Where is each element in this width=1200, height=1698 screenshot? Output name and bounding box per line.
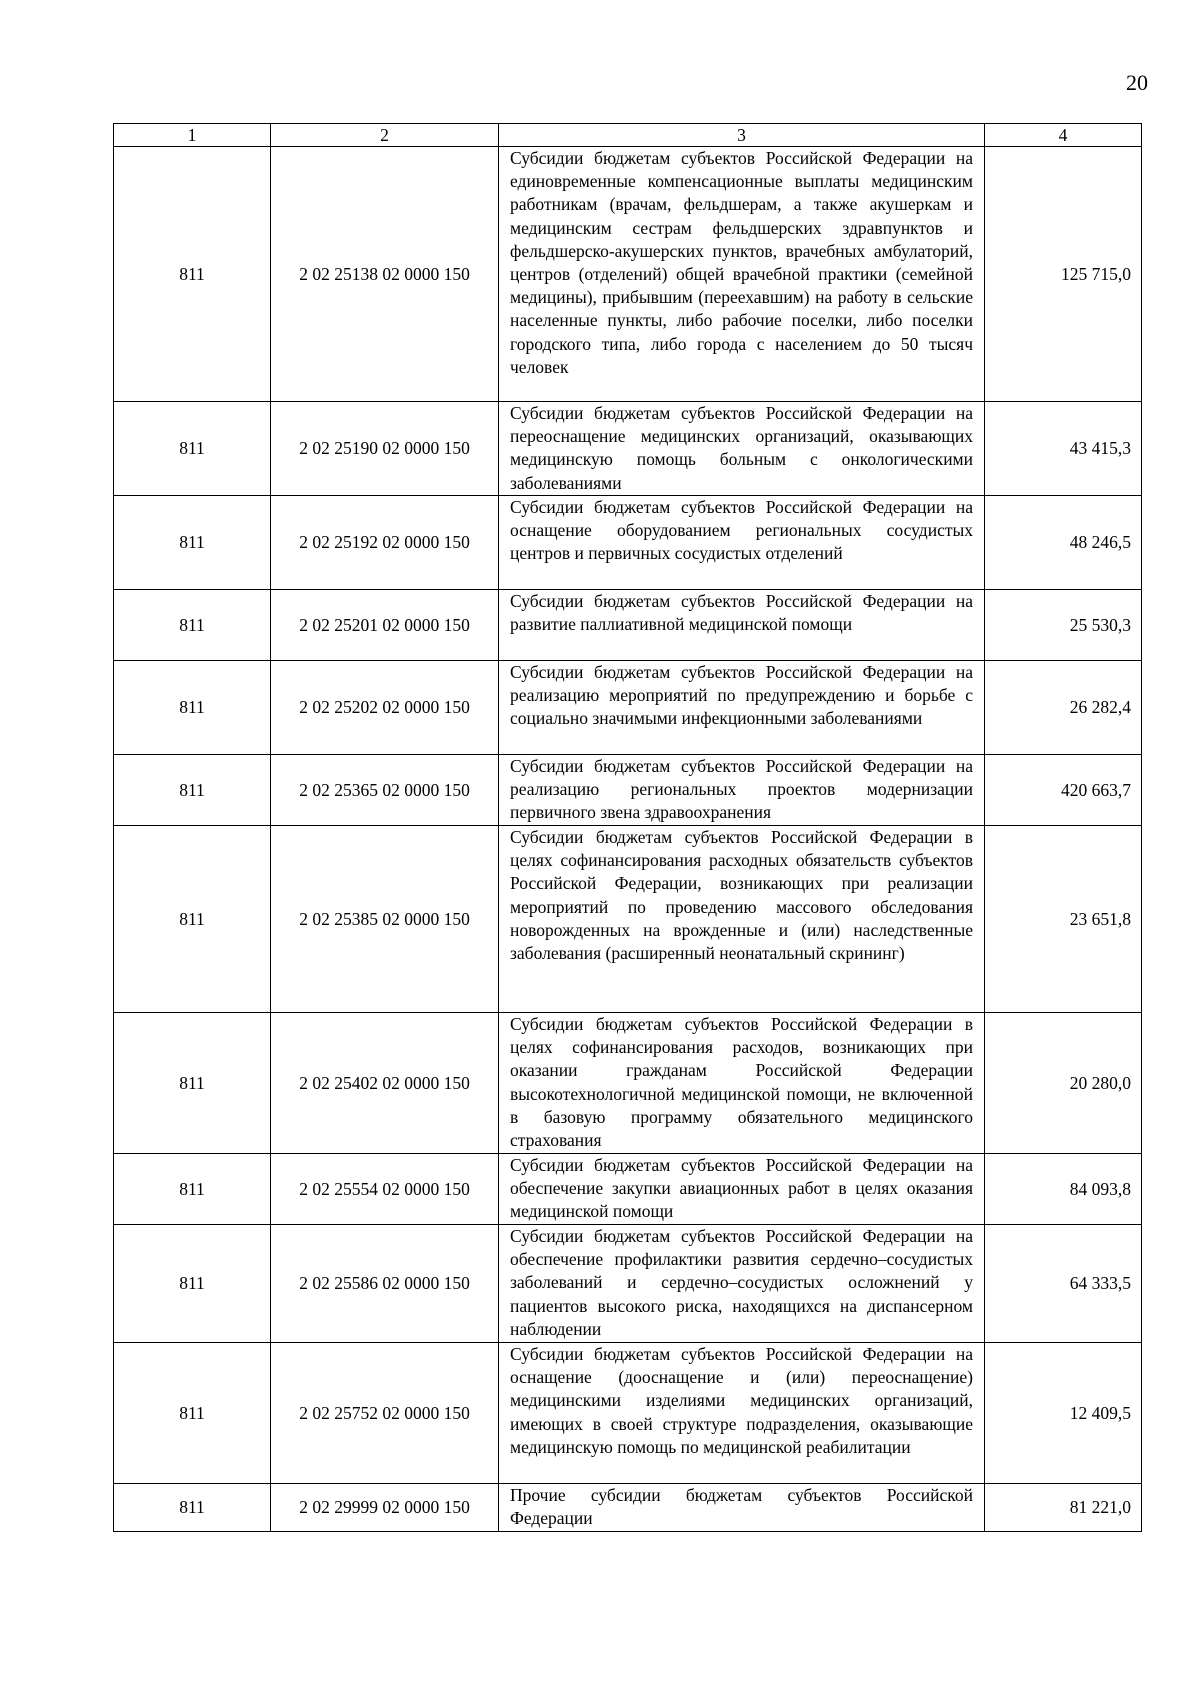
description-cell: Субсидии бюджетам субъектов Российской Федерации в целях софинансирования расходных обязательств субъектов Российской Федерации, возникающих при реализации мероприятий по проведению массового обследования новорожденных на врожденные и (или) наследственные заболевания (расширенный неонатальный скрининг) xyxy=(499,826,985,1013)
budget-code-cell: 2 02 25190 02 0000 150 xyxy=(271,402,499,496)
table-row xyxy=(114,1013,1142,1154)
column-header-4: 4 xyxy=(985,124,1142,147)
budget-code-cell: 2 02 25554 02 0000 150 xyxy=(271,1154,499,1225)
admin-code-cell: 811 xyxy=(114,1484,271,1532)
budget-code-cell: 2 02 25385 02 0000 150 xyxy=(271,826,499,1013)
budget-table xyxy=(113,123,1142,1532)
amount-cell: 23 651,8 xyxy=(985,826,1142,1013)
table-row xyxy=(114,1343,1142,1484)
amount-cell: 25 530,3 xyxy=(985,590,1142,661)
table-row xyxy=(114,1154,1142,1225)
budget-code-cell: 2 02 29999 02 0000 150 xyxy=(271,1484,499,1532)
page-number: 20 xyxy=(1126,70,1148,95)
amount-cell: 26 282,4 xyxy=(985,661,1142,755)
admin-code-cell: 811 xyxy=(114,826,271,1013)
admin-code-cell: 811 xyxy=(114,1343,271,1484)
admin-code-cell: 811 xyxy=(114,661,271,755)
admin-code-cell: 811 xyxy=(114,755,271,826)
table-row xyxy=(114,755,1142,826)
budget-code-cell: 2 02 25201 02 0000 150 xyxy=(271,590,499,661)
table-row xyxy=(114,402,1142,496)
table-row xyxy=(114,826,1142,1013)
budget-code-cell: 2 02 25402 02 0000 150 xyxy=(271,1013,499,1154)
header-row xyxy=(114,124,1142,147)
amount-cell: 48 246,5 xyxy=(985,496,1142,590)
amount-cell: 64 333,5 xyxy=(985,1225,1142,1343)
amount-cell: 84 093,8 xyxy=(985,1154,1142,1225)
amount-cell: 125 715,0 xyxy=(985,147,1142,402)
admin-code-cell: 811 xyxy=(114,1154,271,1225)
admin-code-cell: 811 xyxy=(114,1225,271,1343)
budget-code-cell: 2 02 25138 02 0000 150 xyxy=(271,147,499,402)
column-header-3: 3 xyxy=(499,124,985,147)
amount-cell: 43 415,3 xyxy=(985,402,1142,496)
column-header-2: 2 xyxy=(271,124,499,147)
budget-code-cell: 2 02 25752 02 0000 150 xyxy=(271,1343,499,1484)
description-cell: Субсидии бюджетам субъектов Российской Федерации в целях софинансирования расходов, возникающих при оказании гражданам Российской Федерации высокотехнологичной медицинской помощи, не включенной в базовую программу обязательного медицинского страхования xyxy=(499,1013,985,1154)
table-row xyxy=(114,661,1142,755)
column-header-1: 1 xyxy=(114,124,271,147)
admin-code-cell: 811 xyxy=(114,496,271,590)
table-row xyxy=(114,1484,1142,1532)
budget-code-cell: 2 02 25202 02 0000 150 xyxy=(271,661,499,755)
description-cell: Субсидии бюджетам субъектов Российской Федерации на обеспечение закупки авиационных работ в целях оказания медицинской помощи xyxy=(499,1154,985,1225)
description-cell: Субсидии бюджетам субъектов Российской Федерации на переоснащение медицинских организаций, оказывающих медицинскую помощь больным с онкологическими заболеваниями xyxy=(499,402,985,496)
amount-cell: 20 280,0 xyxy=(985,1013,1142,1154)
amount-cell: 81 221,0 xyxy=(985,1484,1142,1532)
amount-cell: 420 663,7 xyxy=(985,755,1142,826)
admin-code-cell: 811 xyxy=(114,402,271,496)
description-cell: Субсидии бюджетам субъектов Российской Федерации на оснащение (дооснащение и (или) переоснащение) медицинскими изделиями медицинских организаций, имеющих в своей структуре подразделения, оказывающие медицинскую помощь по медицинской реабилитации xyxy=(499,1343,985,1484)
description-cell: Субсидии бюджетам субъектов Российской Федерации на реализацию мероприятий по предупреждению и борьбе с социально значимыми инфекционными заболеваниями xyxy=(499,661,985,755)
description-cell: Субсидии бюджетам субъектов Российской Федерации на единовременные компенсационные выплаты медицинским работникам (врачам, фельдшерам, а также акушеркам и медицинским сестрам фельдшерских здравпунктов и фельдшерско-акушерских пунктов, врачебных амбулаторий, центров (отделений) общей врачебной практики (семейной медицины), прибывшим (переехавшим) на работу в сельские населенные пункты, либо рабочие поселки, либо поселки городского типа, либо города с населением до 50 тысяч человек xyxy=(499,147,985,402)
description-cell: Субсидии бюджетам субъектов Российской Федерации на реализацию региональных проектов модернизации первичного звена здравоохранения xyxy=(499,755,985,826)
budget-code-cell: 2 02 25586 02 0000 150 xyxy=(271,1225,499,1343)
amount-cell: 12 409,5 xyxy=(985,1343,1142,1484)
description-cell: Субсидии бюджетам субъектов Российской Федерации на оснащение оборудованием региональных сосудистых центров и первичных сосудистых отделений xyxy=(499,496,985,590)
table-row xyxy=(114,147,1142,402)
description-cell: Субсидии бюджетам субъектов Российской Федерации на обеспечение профилактики развития сердечно–сосудистых заболеваний и сердечно–сосудистых осложнений у пациентов высокого риска, находящихся на диспансерном наблюдении xyxy=(499,1225,985,1343)
description-cell: Субсидии бюджетам субъектов Российской Федерации на развитие паллиативной медицинской помощи xyxy=(499,590,985,661)
budget-code-cell: 2 02 25192 02 0000 150 xyxy=(271,496,499,590)
admin-code-cell: 811 xyxy=(114,147,271,402)
budget-code-cell: 2 02 25365 02 0000 150 xyxy=(271,755,499,826)
table-row xyxy=(114,590,1142,661)
table-row xyxy=(114,1225,1142,1343)
admin-code-cell: 811 xyxy=(114,590,271,661)
admin-code-cell: 811 xyxy=(114,1013,271,1154)
table-row xyxy=(114,496,1142,590)
description-cell: Прочие субсидии бюджетам субъектов Российской Федерации xyxy=(499,1484,985,1532)
